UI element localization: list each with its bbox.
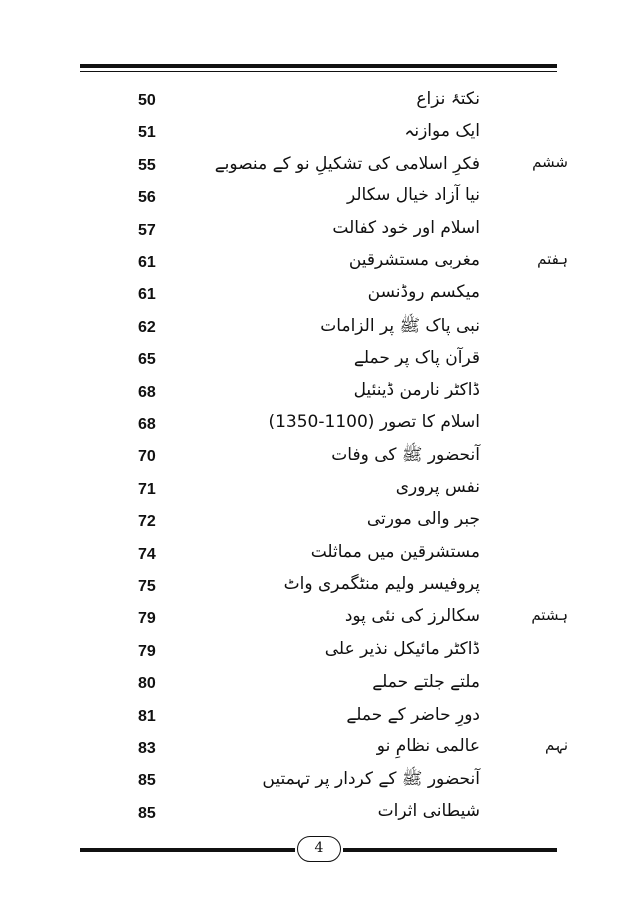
toc-title: دورِ حاضر کے حملے (346, 704, 480, 725)
toc-row (0, 768, 638, 800)
toc-row (0, 120, 638, 152)
toc-row (0, 185, 638, 217)
toc-row (0, 315, 638, 347)
toc-page-number: 68 (138, 416, 156, 433)
toc-row (0, 380, 638, 412)
toc-page-number: 51 (138, 124, 156, 142)
toc-page-number: 79 (138, 610, 156, 628)
toc-page-number: 81 (138, 707, 156, 725)
toc-page-number: 75 (138, 578, 156, 595)
toc-title: میکسم روڈنسن (367, 282, 480, 303)
toc-section-label: ششم (532, 152, 568, 171)
toc-row (0, 542, 638, 574)
toc-title: ملتے جلتے حملے (372, 672, 480, 693)
toc-section-label: نہم (545, 736, 568, 754)
top-rule-thin (80, 71, 557, 72)
toc-row (0, 801, 638, 833)
toc-title: ایک موازنہ (404, 121, 480, 142)
toc-title: اسلام کا تصور (1100-1350) (268, 412, 480, 432)
toc-title: اسلام اور خود کفالت (332, 217, 480, 238)
toc-page-number: 62 (138, 318, 156, 336)
toc-title: مغربی مستشرقین (348, 250, 480, 270)
toc-page-number: 55 (138, 156, 156, 174)
toc-title: نفس پروری (395, 476, 480, 497)
toc-page-number: 56 (138, 189, 156, 207)
toc-row (0, 153, 638, 185)
toc-row (0, 444, 638, 476)
toc-title: مستشرقین میں مماثلت (310, 541, 480, 562)
footer-rule-right (343, 848, 557, 852)
toc-row (0, 412, 638, 444)
toc-page-number: 74 (138, 545, 156, 563)
toc-page-number: 80 (138, 675, 156, 693)
toc-title: نکتۂ نزاع (416, 89, 480, 109)
toc-title: پروفیسر ولیم منٹگمری واٹ (283, 574, 480, 594)
toc-row (0, 574, 638, 606)
toc-page-number: 71 (138, 480, 156, 498)
toc-page-number: 85 (138, 772, 156, 790)
toc-title: ڈاکٹر مائیکل نذیر علی (324, 638, 480, 659)
toc-row (0, 639, 638, 671)
toc-page-number: 85 (138, 804, 156, 822)
toc-title: آنحضور ﷺ کی وفات (331, 445, 480, 466)
toc-title: عالمی نظامِ نو (376, 736, 480, 756)
toc-row (0, 704, 638, 736)
toc-title: آنحضور ﷺ کے کردار پر تہمتیں (262, 769, 480, 790)
top-rule-thick (80, 64, 557, 68)
toc-page-number: 70 (138, 448, 156, 466)
toc-row (0, 736, 638, 768)
page-number: 4 (297, 836, 341, 862)
toc-title: نیا آزاد خیال سکالر (346, 185, 480, 206)
toc-section-label: ہشتم (531, 606, 568, 625)
toc-page-number: 61 (138, 254, 156, 271)
toc-page-number: 68 (138, 383, 156, 401)
toc-title: سکالرز کی نئی پود (344, 606, 480, 627)
toc-title: ڈاکٹر نارمن ڈینئیل (353, 379, 480, 400)
toc-row (0, 477, 638, 509)
toc-title: نبی پاک ﷺ پر الزامات (320, 315, 480, 336)
toc-page-number: 83 (138, 740, 156, 757)
toc-page-number: 65 (138, 351, 156, 369)
toc-row (0, 218, 638, 250)
toc-page-number: 50 (138, 92, 156, 109)
toc-row (0, 282, 638, 314)
toc-row (0, 250, 638, 282)
toc-page-number: 57 (138, 221, 156, 239)
toc-row (0, 347, 638, 379)
toc-row (0, 606, 638, 638)
footer-rule-left (80, 848, 295, 852)
toc-row (0, 509, 638, 541)
toc-row (0, 88, 638, 120)
toc-row (0, 671, 638, 703)
toc-section-label: ہفتم (537, 250, 568, 268)
toc-page-number: 61 (138, 286, 156, 304)
toc-title: شیطانی اثرات (377, 800, 480, 821)
toc-title: جبر والی مورتی (366, 509, 480, 530)
toc-page-number: 79 (138, 642, 156, 660)
toc-page-number: 72 (138, 513, 156, 531)
toc-title: فکرِ اسلامی کی تشکیلِ نو کے منصوبے (214, 153, 480, 174)
toc-title: قرآن پاک پر حملے (353, 348, 480, 369)
